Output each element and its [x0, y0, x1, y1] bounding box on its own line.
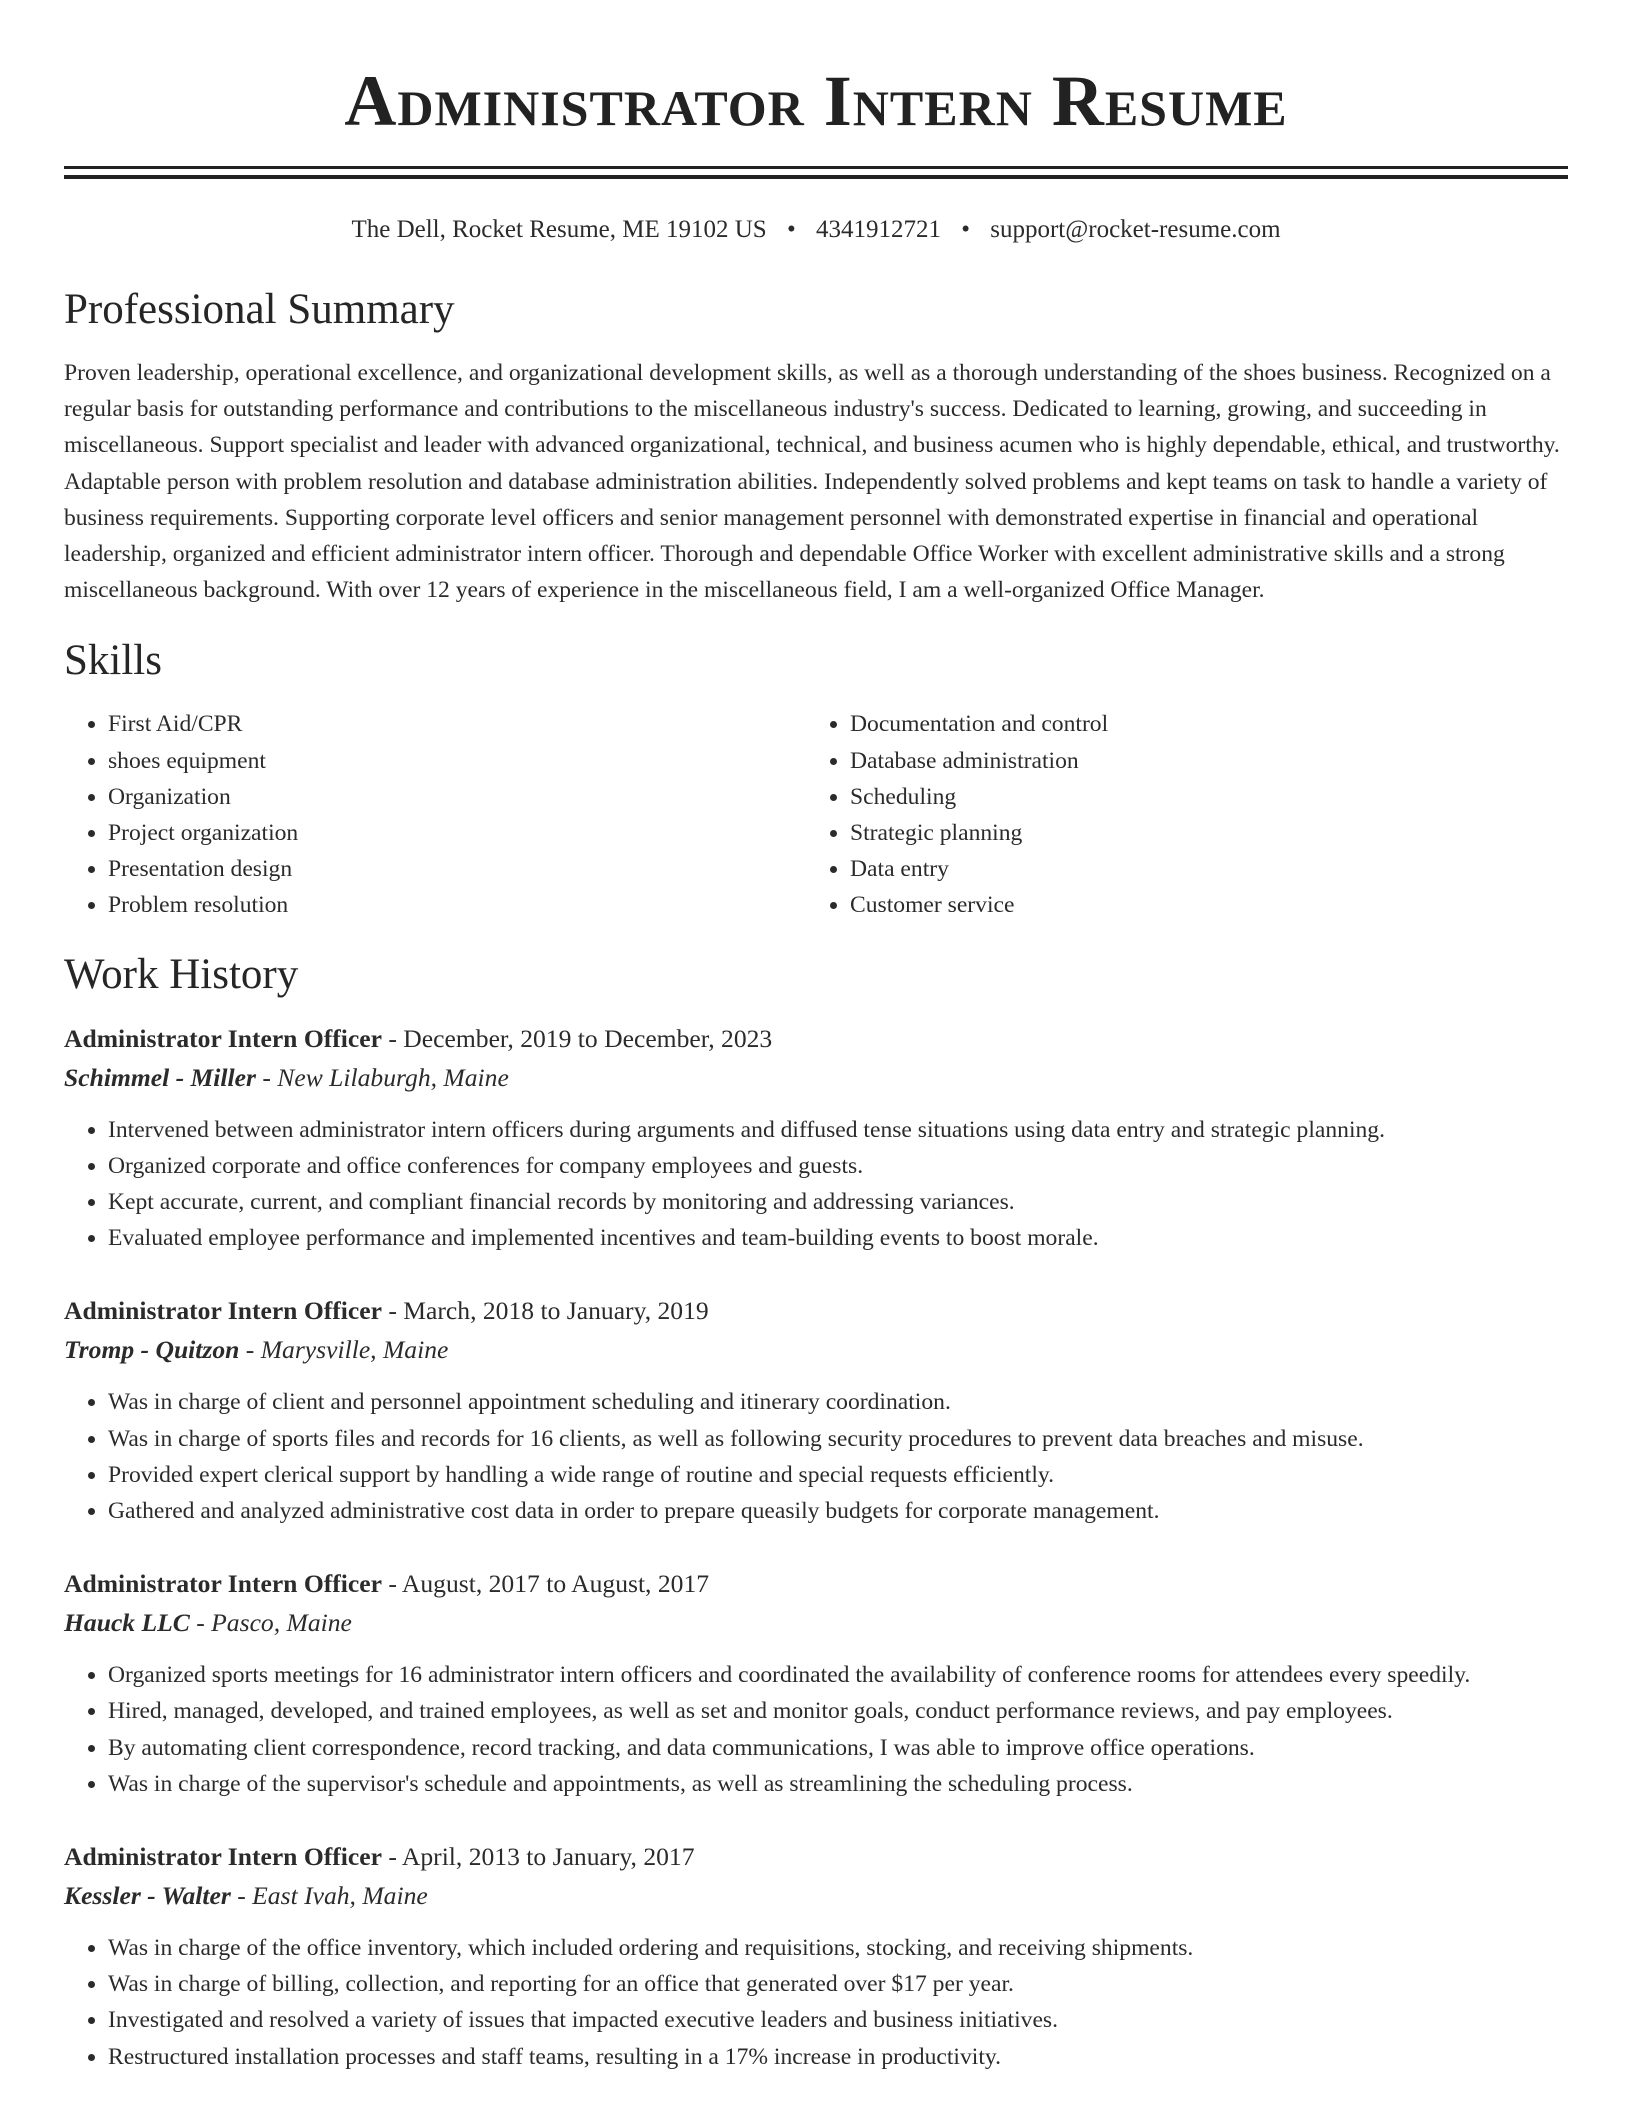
job-entry	[64, 1292, 1568, 1529]
job-bullet: • Was in charge of client and personnel appointment scheduling and itinerary coordination.	[108, 1384, 1568, 1420]
contact-address: The Dell, Rocket Resume, ME 19102 US	[351, 216, 767, 243]
skill-item: • Data entry	[850, 851, 1548, 887]
skill-item: • Organization	[108, 779, 806, 815]
job-bullet: • Was in charge of billing, collection, and reporting for an office that generated over $17 per year.	[108, 1966, 1568, 2002]
job-dash: -	[381, 1296, 404, 1326]
job-location: Marysville, Maine	[260, 1335, 449, 1365]
contact-line	[64, 215, 1568, 245]
job-dates: August, 2017 to August, 2017	[401, 1569, 710, 1599]
skills-column-right	[806, 706, 1548, 923]
job-entry	[64, 1838, 1568, 2075]
skill-item: • First Aid/CPR	[108, 706, 806, 742]
skill-item: • Problem resolution	[108, 887, 806, 923]
job-title: Administrator Intern Officer	[64, 1569, 382, 1599]
job-location: Pasco, Maine	[211, 1608, 352, 1638]
job-title: Administrator Intern Officer	[64, 1023, 382, 1053]
job-bullet: • Evaluated employee performance and implemented incentives and team-building events to boost morale.	[108, 1220, 1568, 1256]
job-dash: -	[189, 1608, 212, 1638]
skill-item: • Project organization	[108, 815, 806, 851]
contact-phone: 4341912721	[815, 216, 941, 243]
skills-heading: Skills	[64, 637, 162, 685]
skill-item: • Database administration	[850, 743, 1548, 779]
job-company-line	[64, 1876, 1568, 1916]
skill-item: • shoes equipment	[108, 743, 806, 779]
skill-item: • Documentation and control	[850, 706, 1548, 742]
title-divider	[64, 166, 1568, 179]
job-dash: -	[381, 1023, 404, 1053]
job-location: East Ivah, Maine	[252, 1881, 428, 1911]
job-company-line	[64, 1330, 1568, 1370]
job-entry	[64, 1565, 1568, 1802]
job-title-line	[64, 1565, 1568, 1603]
job-bullets	[64, 1930, 1568, 2075]
job-title-line	[64, 1292, 1568, 1330]
skills-list	[64, 706, 1568, 923]
job-dates: December, 2019 to December, 2023	[403, 1023, 773, 1053]
skill-item: • Scheduling	[850, 779, 1548, 815]
work-history-heading: Work History	[64, 950, 299, 998]
job-dash: -	[239, 1335, 261, 1365]
job-bullet: • Was in charge of the office inventory, which included ordering and requisitions, stocking, and receiving shipments.	[108, 1930, 1568, 1966]
summary-heading: Professional Summary	[64, 286, 455, 333]
job-bullet: • Provided expert clerical support by handling a wide range of routine and special requests efficiently.	[108, 1457, 1568, 1493]
job-dash: -	[381, 1569, 402, 1599]
job-bullet: • Gathered and analyzed administrative cost data in order to prepare queasily budgets for corporate management.	[108, 1493, 1568, 1529]
job-bullet: • Kept accurate, current, and compliant financial records by monitoring and addressing variances.	[108, 1184, 1568, 1220]
job-bullets	[64, 1657, 1568, 1802]
job-dates: April, 2013 to January, 2017	[401, 1842, 695, 1872]
job-bullets	[64, 1112, 1568, 1257]
job-company: Tromp - Quitzon	[64, 1335, 240, 1365]
job-bullet: • Organized corporate and office conferences for company employees and guests.	[108, 1148, 1568, 1184]
job-dash: -	[381, 1842, 402, 1872]
job-company: Hauck LLC	[64, 1608, 190, 1638]
contact-email[interactable]: support@rocket-resume.com	[990, 216, 1281, 243]
job-title: Administrator Intern Officer	[64, 1296, 382, 1326]
job-dates: March, 2018 to January, 2019	[403, 1296, 709, 1326]
job-bullets	[64, 1384, 1568, 1529]
job-title-line	[64, 1838, 1568, 1876]
job-company: Schimmel - Miller	[64, 1062, 256, 1092]
skills-column-left	[64, 706, 806, 923]
contact-separator: •	[961, 216, 970, 243]
job-bullet: • By automating client correspondence, record tracking, and data communications, I was able to improve office operations.	[108, 1730, 1568, 1766]
job-bullet: • Organized sports meetings for 16 administrator intern officers and coordinated the availability of conference rooms for attendees every speedily.	[108, 1657, 1568, 1693]
contact-separator: •	[786, 216, 796, 243]
job-dash: -	[255, 1062, 278, 1092]
job-dash: -	[230, 1881, 253, 1911]
resume-title: Administrator Intern Resume	[344, 61, 1288, 141]
job-company-line	[64, 1603, 1568, 1643]
job-company-line	[64, 1058, 1568, 1098]
job-location: New Lilaburgh, Maine	[277, 1062, 509, 1092]
job-entry	[64, 1020, 1568, 1257]
job-bullet: • Restructured installation processes and staff teams, resulting in a 17% increase in productivity.	[108, 2039, 1568, 2075]
skill-item: • Strategic planning	[850, 815, 1548, 851]
resume-page	[64, 0, 1568, 2075]
job-title: Administrator Intern Officer	[64, 1842, 382, 1872]
skill-item: • Customer service	[850, 887, 1548, 923]
job-bullet: • Was in charge of the supervisor's schedule and appointments, as well as streamlining the scheduling process.	[108, 1766, 1568, 1802]
job-title-line	[64, 1020, 1568, 1058]
job-bullet: • Intervened between administrator intern officers during arguments and diffused tense situations using data entry and strategic planning.	[108, 1112, 1568, 1148]
summary-text: Proven leadership, operational excellence, and organizational development skills, as well as a thorough understanding of the shoes business. Recognized on a regular basis for outstanding performance and contributions to the miscellaneous industry's success. Dedicated to learning, growing, and succeeding in miscellaneous. Support specialist and leader with advanced organizational, technical, and business acumen who is highly dependable, ethical, and trustworthy. Adaptable person with problem resolution and database administration abilities. Independently solved problems and kept teams on task to handle a variety of business requirements. Supporting corporate level officers and senior management personnel with demonstrated expertise in financial and operational leadership, organized and efficient administrator intern officer. Thorough and dependable Office Worker with excellent administrative skills and a strong miscellaneous background. With over 12 years of experience in the miscellaneous field, I am a well-organized Office Manager.	[64, 360, 1560, 604]
job-company: Kessler - Walter	[64, 1881, 231, 1911]
skill-item: • Presentation design	[108, 851, 806, 887]
job-bullet: • Hired, managed, developed, and trained employees, as well as set and monitor goals, conduct performance reviews, and pay employees.	[108, 1693, 1568, 1729]
job-bullet: • Was in charge of sports files and records for 16 clients, as well as following security procedures to prevent data breaches and misuse.	[108, 1421, 1568, 1457]
job-bullet: • Investigated and resolved a variety of issues that impacted executive leaders and business initiatives.	[108, 2002, 1568, 2038]
